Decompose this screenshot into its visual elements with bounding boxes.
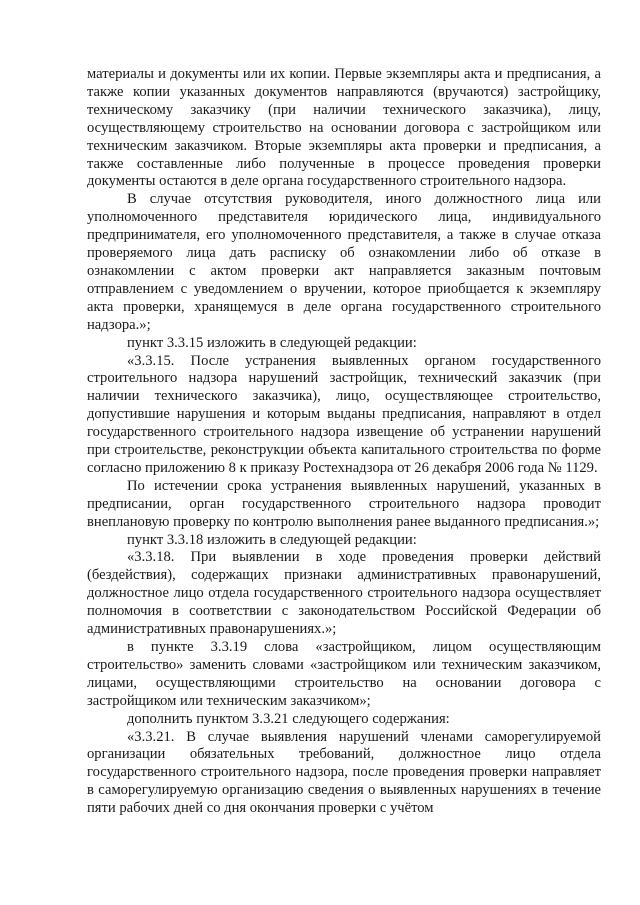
paragraph-item-3-3-21-intro: дополнить пунктом 3.3.21 следующего содержания:: [127, 710, 450, 727]
paragraph-item-3-3-21: «3.3.21. В случае выявления нарушений членами саморегулируемой организации обязательных требований, должностное лицо отдела государственного строительного надзора, после проведения проверки направляет в саморегулируемую организацию сведения о выявленных нарушениях в течение пяти рабочих дней со дня окончания проверки с учётом: [87, 728, 601, 817]
document-page: [87, 66, 601, 818]
paragraph-item-3-3-18: «3.3.18. При выявлении в ходе проведения проверки действий (бездействия), содержащих признаки административных правонарушений, должностное лицо отдела государственного строительного надзора осуществляет полномочия в соответствии с законодательством Российской Федерации об административных правонарушениях.»;: [87, 549, 601, 638]
paragraph-item-3-3-15: «3.3.15. После устранения выявленных органом государственного строительного надзора нарушений застройщик, технический заказчик (при наличии технического заказчика), лицо, осуществляющее строительство, допустившие нарушения и которым выданы предписания, направляют в отдел государственного строительного надзора извещение об устранении нарушений при строительстве, реконструкции объекта капитального строительства по форме согласно приложению 8 к приказу Ростехнадзора от 26 декабря 2006 года № 1129.: [87, 352, 601, 476]
paragraph-acts-copies: материалы и документы или их копии. Первые экземпляры акта и предписания, а также копии указанных документов направляются (вручаются) застройщику, техническому заказчику (при наличии технического заказчика), лицу, осуществляющему строительство на основании договора с застройщиком или техническим заказчиком. Вторые экземпляры акта проверки и предписания, а также составленные либо полученные в процессе проведения проверки документы остаются в деле органа государственного строительного надзора.: [87, 66, 601, 190]
paragraph-item-3-3-15-intro: пункт 3.3.15 изложить в следующей редакции:: [127, 334, 417, 351]
paragraph-absence-of-manager: В случае отсутствия руководителя, иного должностного лица или уполномоченного представителя юридического лица, индивидуального предпринимателя, его уполномоченного представителя, а также в случае отказа проверяемого лица дать расписку об ознакомлении либо об отказе в ознакомлении с актом проверки акт направляется заказным почтовым отправлением с уведомлением о вручении, которое приобщается к экземпляру акта проверки, хранящемуся в деле органа государственного строительного надзора.»;: [87, 191, 601, 333]
paragraph-item-3-3-19: в пункте 3.3.19 слова «застройщиком, лицом осуществляющим строительство» заменить словами «застройщиком или техническим заказчиком, лицами, осуществляющими строительство на основании договора с застройщиком или техническим заказчиком»;: [87, 639, 601, 709]
paragraph-after-deadline: По истечении срока устранения выявленных нарушений, указанных в предписании, орган государственного строительного надзора проводит внеплановую проверку по контролю выполнения ранее выданного предписания.»;: [87, 477, 601, 530]
paragraph-item-3-3-18-intro: пункт 3.3.18 изложить в следующей редакции:: [127, 531, 417, 548]
